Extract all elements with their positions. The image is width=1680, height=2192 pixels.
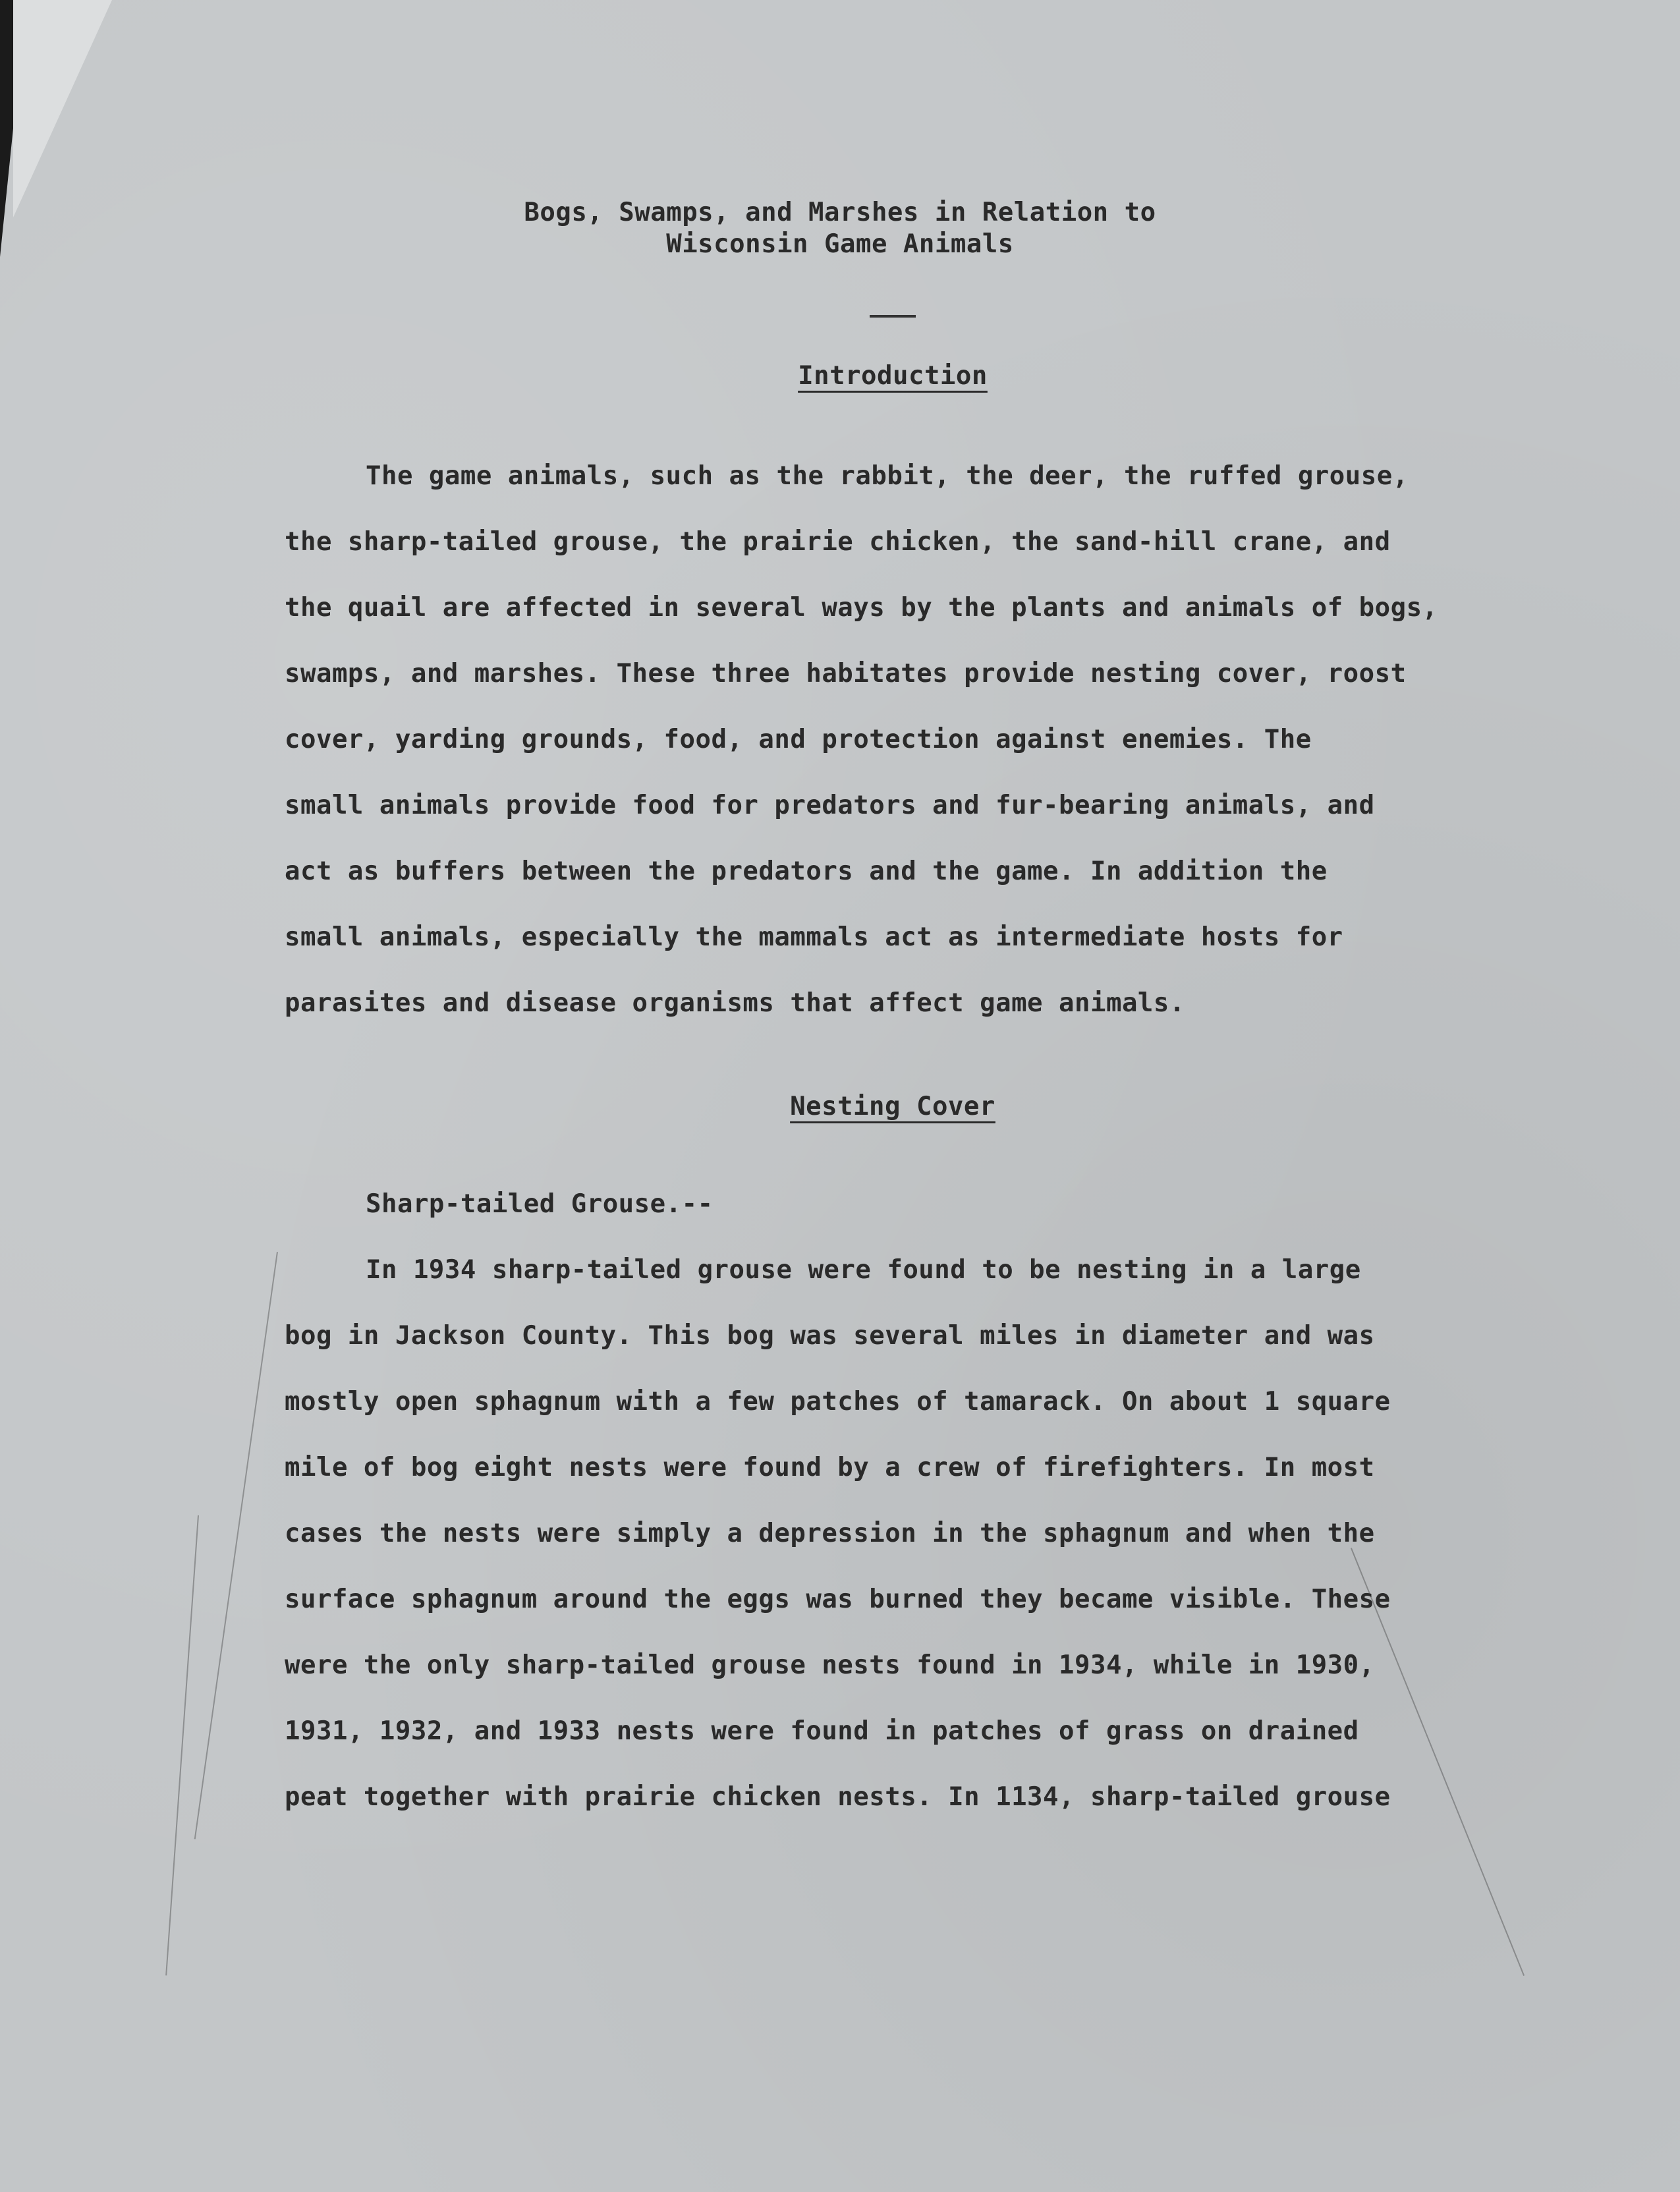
- pencil-scratch: [194, 1252, 278, 1840]
- paragraph-line: cover, yarding grounds, food, and protection against enemies. The: [285, 725, 1312, 754]
- pencil-scratch: [165, 1515, 199, 1975]
- paragraph-line: The game animals, such as the rabbit, the deer, the ruffed grouse,: [366, 461, 1409, 491]
- paragraph-line: peat together with prairie chicken nests. In 1134, sharp-tailed grouse: [285, 1782, 1391, 1812]
- paragraph-line: small animals, especially the mammals act as intermediate hosts for: [285, 922, 1343, 952]
- paragraph-line: 1931, 1932, and 1933 nests were found in patches of grass on drained: [285, 1716, 1359, 1746]
- paragraph-line: the quail are affected in several ways by the plants and animals of bogs,: [285, 593, 1438, 623]
- paragraph-line: swamps, and marshes. These three habitates provide nesting cover, roost: [285, 659, 1407, 689]
- paragraph-line: the sharp-tailed grouse, the prairie chicken, the sand-hill crane, and: [285, 527, 1391, 557]
- paragraph-line: parasites and disease organisms that affect game animals.: [285, 988, 1185, 1018]
- paragraph-line: surface sphagnum around the eggs was burned they became visible. These: [285, 1585, 1391, 1614]
- document-title-line-1: Bogs, Swamps, and Marshes in Relation to: [524, 198, 1156, 227]
- paragraph-line: mostly open sphagnum with a few patches of tamarack. On about 1 square: [285, 1387, 1391, 1417]
- title-separator: [870, 315, 916, 318]
- paragraph-line: small animals provide food for predators and fur-bearing animals, and: [285, 791, 1375, 820]
- subsection-heading: Sharp-tailed Grouse.--: [366, 1189, 714, 1219]
- section-heading-introduction: Introduction: [798, 361, 988, 391]
- section-heading-nesting-cover: Nesting Cover: [790, 1092, 995, 1121]
- paragraph-line: act as buffers between the predators and the game. In addition the: [285, 857, 1328, 886]
- paragraph-line: cases the nests were simply a depression in the sphagnum and when the: [285, 1519, 1375, 1548]
- paragraph-line: were the only sharp-tailed grouse nests found in 1934, while in 1930,: [285, 1650, 1375, 1680]
- paragraph-line: bog in Jackson County. This bog was several miles in diameter and was: [285, 1321, 1375, 1351]
- paragraph-line: mile of bog eight nests were found by a crew of firefighters. In most: [285, 1453, 1375, 1482]
- paragraph-line: In 1934 sharp-tailed grouse were found to be nesting in a large: [366, 1255, 1361, 1285]
- document-title-line-2: Wisconsin Game Animals: [666, 229, 1014, 259]
- folded-corner: [13, 0, 112, 217]
